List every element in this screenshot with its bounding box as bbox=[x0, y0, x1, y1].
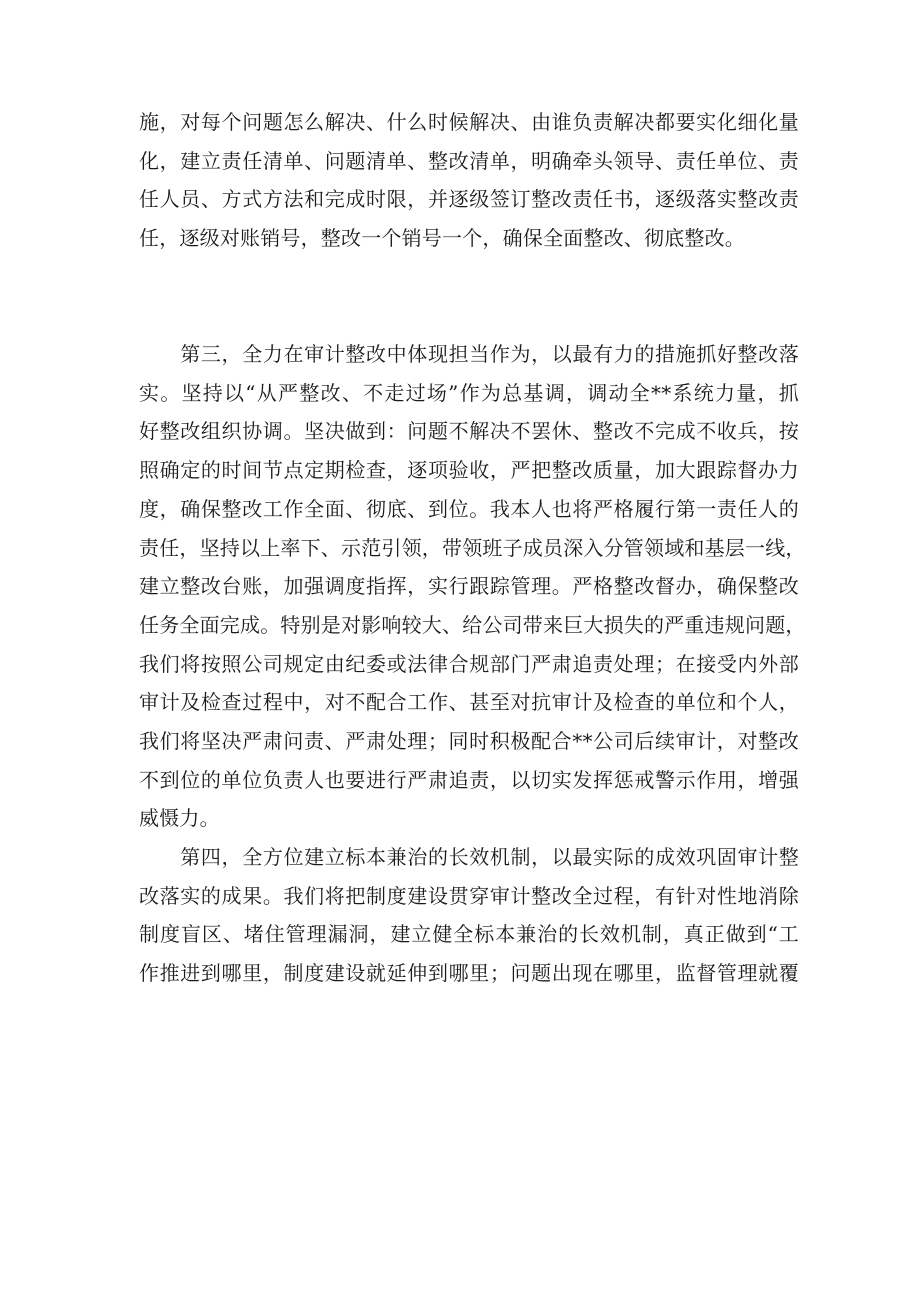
text-line: 度，确保整改工作全面、彻底、到位。我本人也将严格履行第一责任人的 bbox=[139, 496, 799, 521]
paragraph-third bbox=[139, 335, 806, 838]
text-line: 建立整改台账，加强调度指挥，实行跟踪管理。严格整改督办，确保整改 bbox=[139, 574, 799, 599]
text-line: 实。坚持以“从严整改、不走过场”作为总基调，调动全**系统力量，抓 bbox=[139, 380, 799, 405]
text-line: 审计及检查过程中，对不配合工作、甚至对抗审计及检查的单位和个人， bbox=[139, 690, 799, 715]
text-line: 责任，坚持以上率下、示范引领，带领班子成员深入分管领域和基层一线， bbox=[139, 535, 806, 560]
text-line: 化，建立责任清单、问题清单、整改清单，明确牵头领导、责任单位、责 bbox=[139, 148, 799, 173]
text-line: 任务全面完成。特别是对影响较大、给公司带来巨大损失的严重违规问题， bbox=[139, 612, 806, 637]
text-line: 制度盲区、堵住管理漏洞，建立健全标本兼治的长效机制，真正做到“工 bbox=[139, 922, 799, 947]
text-line: 第三，全力在审计整改中体现担当作为，以最有力的措施抓好整改落 bbox=[139, 342, 799, 366]
text-line: 作推进到哪里，制度建设就延伸到哪里；问题出现在哪里，监督管理就覆 bbox=[139, 961, 799, 986]
text-line: 施，对每个问题怎么解决、什么时候解决、由谁负责解决都要实化细化量 bbox=[139, 110, 799, 134]
text-line: 威慑力。 bbox=[139, 806, 220, 831]
text-line: 我们将坚决严肃问责、严肃处理；同时积极配合**公司后续审计，对整改 bbox=[139, 729, 799, 754]
text-line: 好整改组织协调。坚决做到：问题不解决不罢休、整改不完成不收兵，按 bbox=[139, 419, 799, 444]
text-line: 改落实的成果。我们将把制度建设贯穿审计整改全过程，有针对性地消除 bbox=[139, 883, 799, 908]
text-line: 第四，全方位建立标本兼治的长效机制，以最实际的成效巩固审计整 bbox=[139, 845, 799, 869]
paragraph-continuation bbox=[139, 103, 799, 258]
paragraph-fourth bbox=[139, 838, 799, 993]
text-line: 不到位的单位负责人也要进行严肃追责，以切实发挥惩戒警示作用，增强 bbox=[139, 767, 799, 792]
text-line: 任人员、方式方法和完成时限，并逐级签订整改责任书，逐级落实整改责 bbox=[139, 187, 799, 212]
text-line: 任，逐级对账销号，整改一个销号一个，确保全面整改、彻底整改。 bbox=[139, 226, 745, 251]
text-line: 照确定的时间节点定期检查，逐项验收，严把整改质量，加大跟踪督办力 bbox=[139, 458, 799, 483]
text-line: 我们将按照公司规定由纪委或法律合规部门严肃追责处理；在接受内外部 bbox=[139, 651, 799, 676]
